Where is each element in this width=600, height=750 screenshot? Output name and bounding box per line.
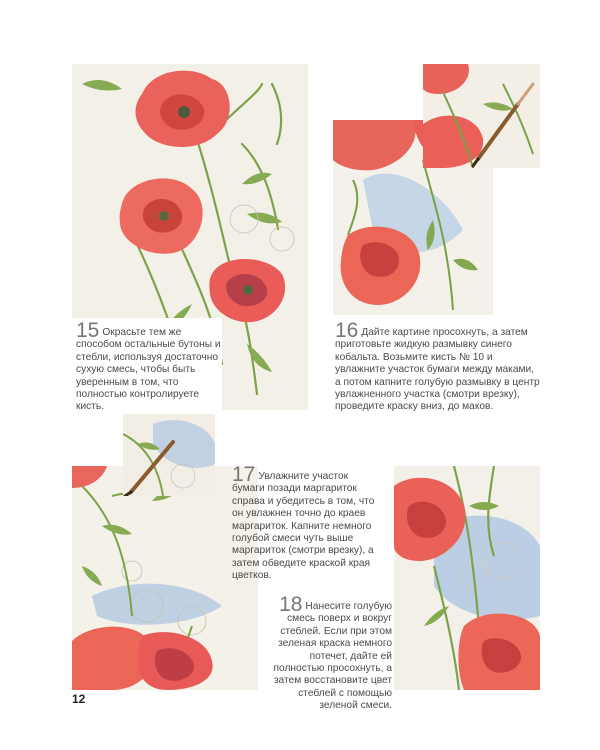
photo-step-17 — [72, 466, 258, 690]
step-15-number: 15 — [76, 319, 100, 342]
inset-photo-step-17 — [123, 414, 215, 496]
step-17-body: Увлажните участок бумаги позади маргариток справа и убедитесь в том, что он увлажнен точно до краев маргариток. Капните немного голубой смеси чуть выше маргариток (смотри врезку), а затем обведите краской края цветков. — [232, 471, 375, 582]
step-18-body: Нанесите голубую смесь поверх и вокруг стеблей. Если при этом зеленая краска немного потечет, дайте ей полностью просохнуть, а затем восстановите цвет стеблей с помощью зеленой смеси. — [273, 601, 392, 712]
page-number: 12 — [72, 692, 86, 706]
step-16-text — [335, 319, 540, 414]
step-18-number: 18 — [279, 593, 303, 616]
inset-photo-step-16 — [423, 64, 540, 168]
step-18-text — [272, 593, 392, 713]
step-15-body: Окрасьте тем же способом остальные бутоны и стебли, используя достаточно сухую смесь, чтобы быть уверенным в том, что полностью контролируете кисть. — [76, 327, 221, 413]
step-15-text — [76, 319, 221, 414]
photo-step-18 — [394, 466, 540, 690]
step-17-number: 17 — [232, 463, 256, 486]
step-17-text — [232, 463, 382, 583]
step-16-number: 16 — [335, 319, 359, 342]
step-16-body: Дайте картине просохнуть, а затем приготовьте жидкую размывку синего кобальта. Возьмите кисть № 10 и увлажните участок бумаги между маками, а потом капните голубую размывку в центр увлажненного участка (смотри врезку), проведите краску вниз, до маков. — [335, 327, 540, 413]
